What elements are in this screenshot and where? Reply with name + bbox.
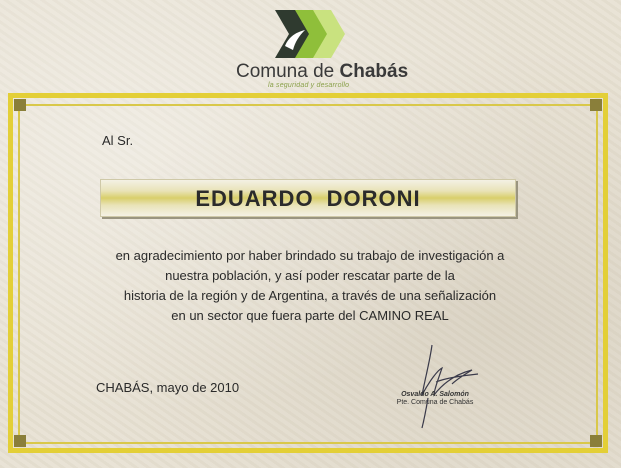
place-date: CHABÁS, mayo de 2010 <box>96 380 240 395</box>
logo-tagline: la seguridad y desarrollo <box>268 82 350 89</box>
body-line: en un sector que fuera parte del CAMINO REAL <box>171 308 449 323</box>
frame-corner-top-right <box>590 99 602 111</box>
frame-corner-bottom-right <box>590 435 602 447</box>
frame-corner-top-left <box>14 99 26 111</box>
recipient-name: EDUARDO DORONI <box>195 186 421 211</box>
handwritten-signature <box>412 340 492 430</box>
comuna-emblem-icon <box>275 10 347 58</box>
signer-title: Pte. Comuna de Chabás <box>396 399 474 406</box>
body-line: nuestra población, y así poder rescatar parte de la <box>165 268 455 283</box>
comuna-logo <box>230 10 409 89</box>
salutation: Al Sr. <box>102 133 134 148</box>
signer-name: Osvaldo A. Salomón <box>401 391 469 398</box>
body-line: en agradecimiento por haber brindado su trabajo de investigación a <box>115 248 505 263</box>
frame-corner-bottom-left <box>14 435 26 447</box>
certificate-body <box>60 246 560 326</box>
body-line: historia de la región y de Argentina, a través de una señalización <box>123 288 497 303</box>
logo-name: Comuna de Chabás <box>236 61 409 82</box>
recipient-banner <box>100 179 516 217</box>
